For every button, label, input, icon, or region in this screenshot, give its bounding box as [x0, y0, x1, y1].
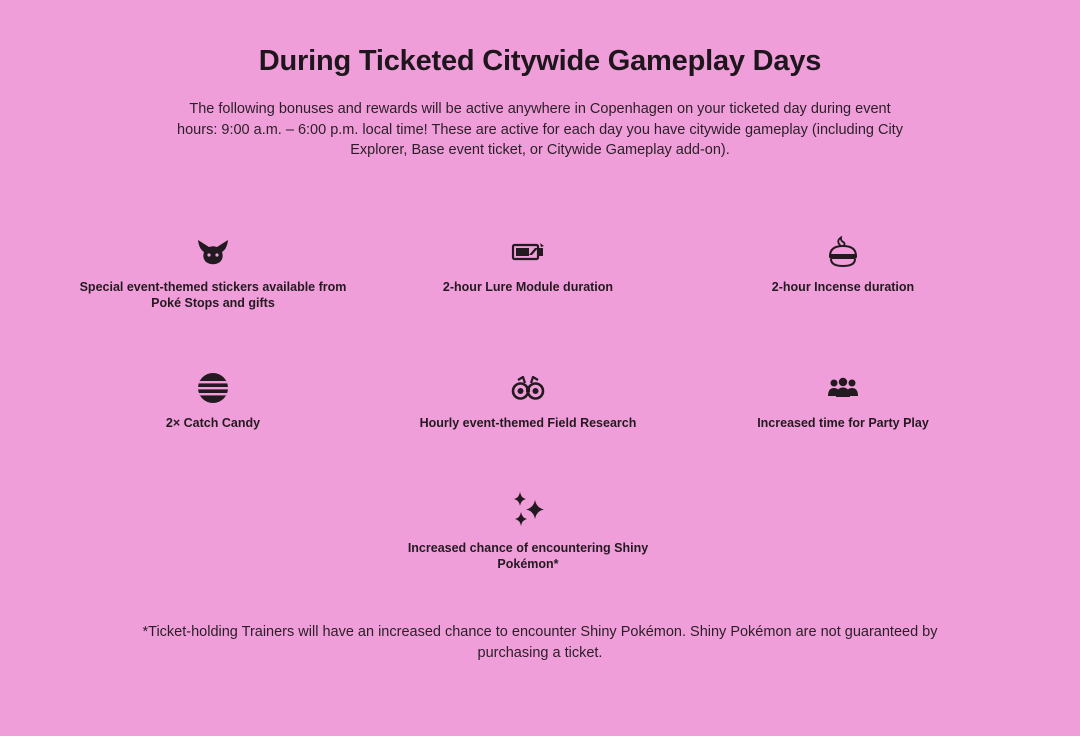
binoculars-icon — [511, 371, 545, 405]
section-intro: The following bonuses and rewards will be active anywhere in Copenhagen on your ticketed day during event hours: 9:00 a.m. – 6:00 p.m. local time! These are active for each day you have citywide gameplay (including City Explorer, Base event ticket, or Citywide Gameplay add-on). — [177, 101, 903, 158]
incense-icon — [826, 235, 860, 269]
section-title: During Ticketed Citywide Gameplay Days — [258, 45, 822, 77]
feature-label: 2× Catch Candy — [165, 416, 261, 430]
lure-module-icon — [511, 235, 545, 269]
feature-label: Increased time for Party Play — [757, 416, 929, 430]
feature-party-play — [693, 371, 993, 432]
feature-lure-module — [378, 235, 678, 296]
feature-incense — [693, 235, 993, 296]
feature-catch-candy — [63, 371, 363, 432]
feature-label: Special event-themed stickers available from Poké Stops and gifts — [79, 280, 347, 310]
feature-label: Hourly event-themed Field Research — [419, 416, 637, 430]
party-group-icon — [826, 371, 860, 405]
pikachu-ears-icon — [196, 235, 230, 269]
feature-label: 2-hour Incense duration — [771, 280, 915, 294]
feature-label: Increased chance of encountering Shiny Pokémon* — [407, 541, 649, 571]
feature-stickers — [63, 235, 363, 311]
feature-shiny-chance — [378, 490, 678, 572]
feature-label: 2-hour Lure Module duration — [442, 280, 614, 294]
candy-icon — [196, 371, 230, 405]
shiny-footnote: *Ticket-holding Trainers will have an increased chance to encounter Shiny Pokémon. Shiny Pokémon are not guaranteed by purchasing a ticket. — [142, 624, 938, 661]
feature-field-research — [378, 371, 678, 432]
sparkles-icon — [509, 490, 547, 530]
